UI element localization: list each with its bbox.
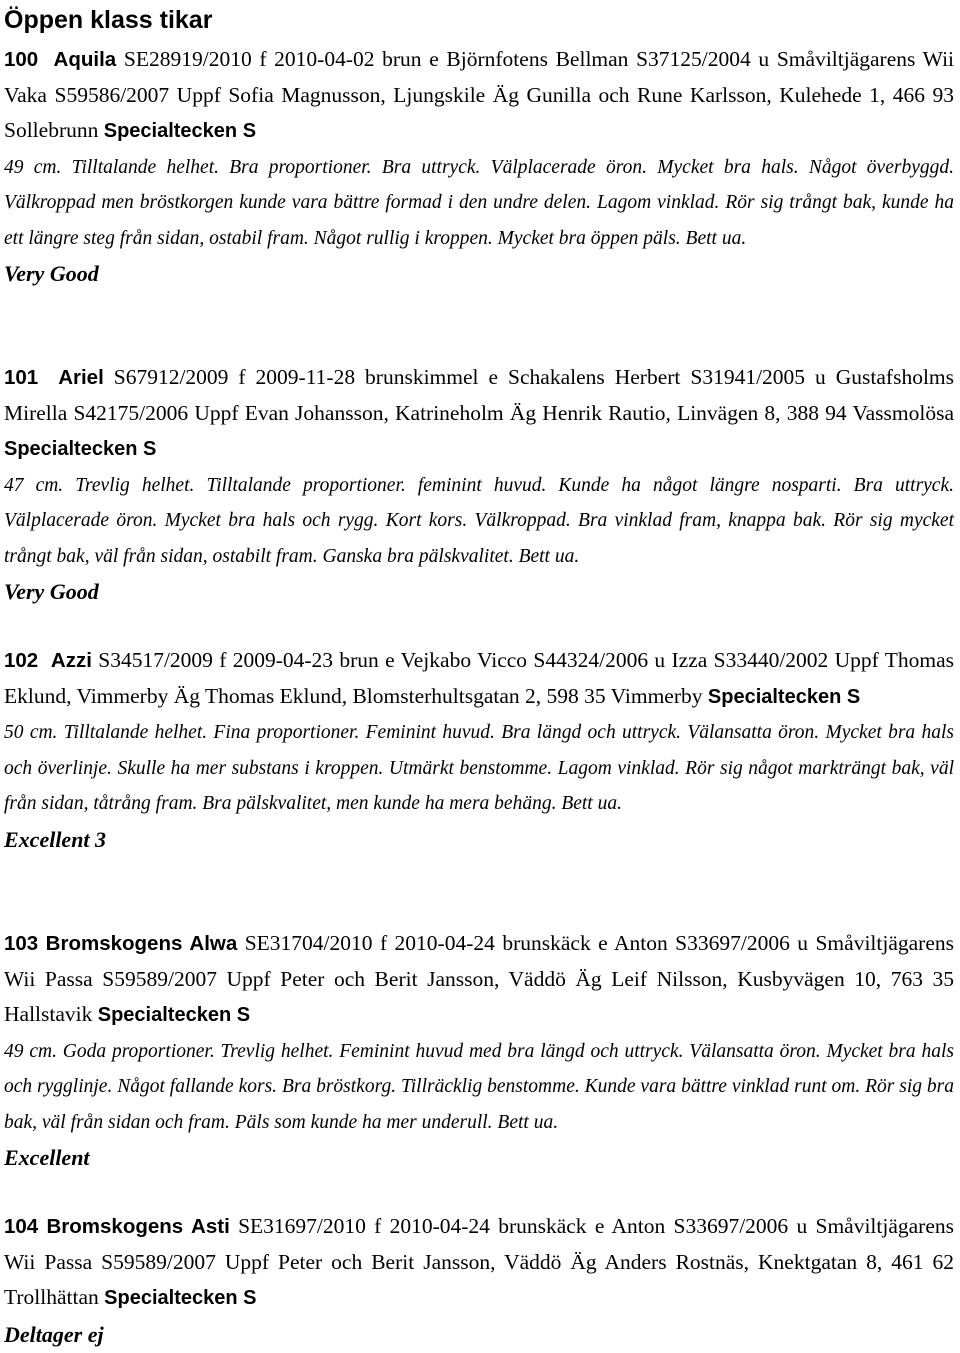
pedigree-details: SE31697/2010 f 2010-04-24 brunskäck e Anton S33697/2006 u Småviltjägarens Wii Passa S59589/2007 Uppf Peter och Berit Jansson, Väddö Äg Anders Rostnäs, Knektgatan 8, 461 62 Trollhättan [4, 1214, 955, 1309]
dog-name: Bromskogens Alwa [45, 932, 238, 955]
judge-critique: 49 cm. Tilltalande helhet. Bra proportioner. Bra uttryck. Välplacerade öron. Mycket bra hals. Något överbyggd. Välkroppad men bröstkorgen kunde vara bättre formad i den undre delen. Lagom vinklad. Rör sig trångt bak, kunde ha ett längre steg från sidan, ostabil fram. Något rullig i kroppen. Mycket bra öppen päls. Bett ua. [4, 156, 954, 249]
special-mark: Specialtecken S [103, 120, 257, 142]
entry-details [4, 643, 954, 715]
catalog-number: 101 [4, 366, 39, 389]
dog-entry [4, 1209, 954, 1353]
grade: Excellent 3 [4, 826, 107, 852]
dog-entry [4, 360, 954, 610]
judge-critique: 47 cm. Trevlig helhet. Tilltalande proportioner. feminint huvud. Kunde ha något längre nosparti. Bra uttryck. Välplacerade öron. Mycket bra hals och rygg. Kort kors. Välkroppad. Bra vinklad fram, knappa bak. Rör sig mycket trångt bak, väl från sidan, ostabilt fram. Ganska bra pälskvalitet. Bett ua. [4, 474, 954, 567]
grade: Deltager ej [4, 1321, 104, 1347]
grade: Excellent [4, 1145, 90, 1170]
special-mark: Specialtecken S [104, 1287, 257, 1309]
dog-name: Aquila [53, 48, 117, 71]
judge-critique: 50 cm. Tilltalande helhet. Fina proportioner. Feminint huvud. Bra längd och uttryck. Välansatta öron. Mycket bra hals och överlinje. Skulle ha mer substans i kroppen. Utmärkt benstomme. Lagom vinklad. Rör sig något markträngt bak, väl från sidan, tåtrång fram. Bra pälskvalitet, men kunde ha mera behäng. Bett ua. [4, 722, 954, 814]
entry-details [4, 926, 954, 1034]
judge-critique: 49 cm. Goda proportioner. Trevlig helhet. Feminint huvud med bra längd och uttryck. Välansatta öron. Mycket bra hals och rygglinje. Något fallande kors. Bra bröstkorg. Tillräcklig benstomme. Kunde vara bättre vinklad runt om. Rör sig bra bak, väl från sidan och fram. Päls som kunde ha mer underull. Bett ua. [4, 1040, 954, 1133]
dog-name: Bromskogens Asti [46, 1215, 230, 1238]
dog-name: Ariel [58, 366, 104, 389]
pedigree-details: S34517/2009 f 2009-04-23 brun e Vejkabo Vicco S44324/2006 u Izza S33440/2002 Uppf Thomas Eklund, Vimmerby Äg Thomas Eklund, Blomsterhultsgatan 2, 598 35 Vimmerby [4, 648, 955, 708]
pedigree-details: SE28919/2010 f 2010-04-02 brun e Björnfotens Bellman S37125/2004 u Småviltjägarens Wii Vaka S59586/2007 Uppf Sofia Magnusson, Ljungskile Äg Gunilla och Rune Karlsson, Kulehede 1, 466 93 Sollebrunn [4, 47, 955, 142]
entry-details [4, 360, 954, 468]
special-mark: Specialtecken S [97, 1004, 251, 1026]
grade: Very Good [4, 579, 99, 604]
grade: Very Good [4, 261, 99, 286]
special-mark: Specialtecken S [707, 685, 861, 708]
catalog-number: 103 [4, 932, 39, 955]
pedigree-details: SE31704/2010 f 2010-04-24 brunskäck e Anton S33697/2006 u Småviltjägarens Wii Passa S59589/2007 Uppf Peter och Berit Jansson, Väddö Äg Leif Nilsson, Kusbyvägen 10, 763 35 Hallstavik [4, 931, 954, 1026]
class-heading: Öppen klass tikar [4, 6, 213, 34]
pedigree-details: S67912/2009 f 2009-11-28 brunskimmel e Schakalens Herbert S31941/2005 u Gustafsholms Mirella S42175/2006 Uppf Evan Johansson, Katrineholm Äg Henrik Rautio, Linvägen 8, 388 94 Vassmolösa [4, 365, 955, 425]
dog-entry [4, 643, 954, 858]
dog-name: Azzi [50, 649, 92, 672]
special-mark: Specialtecken S [4, 438, 157, 460]
entry-details [4, 1209, 954, 1317]
entry-details [4, 42, 954, 150]
dog-entry [4, 926, 954, 1176]
catalog-number: 102 [4, 649, 39, 672]
catalog-number: 100 [4, 48, 39, 71]
catalog-number: 104 [4, 1215, 39, 1238]
dog-entry [4, 42, 954, 292]
